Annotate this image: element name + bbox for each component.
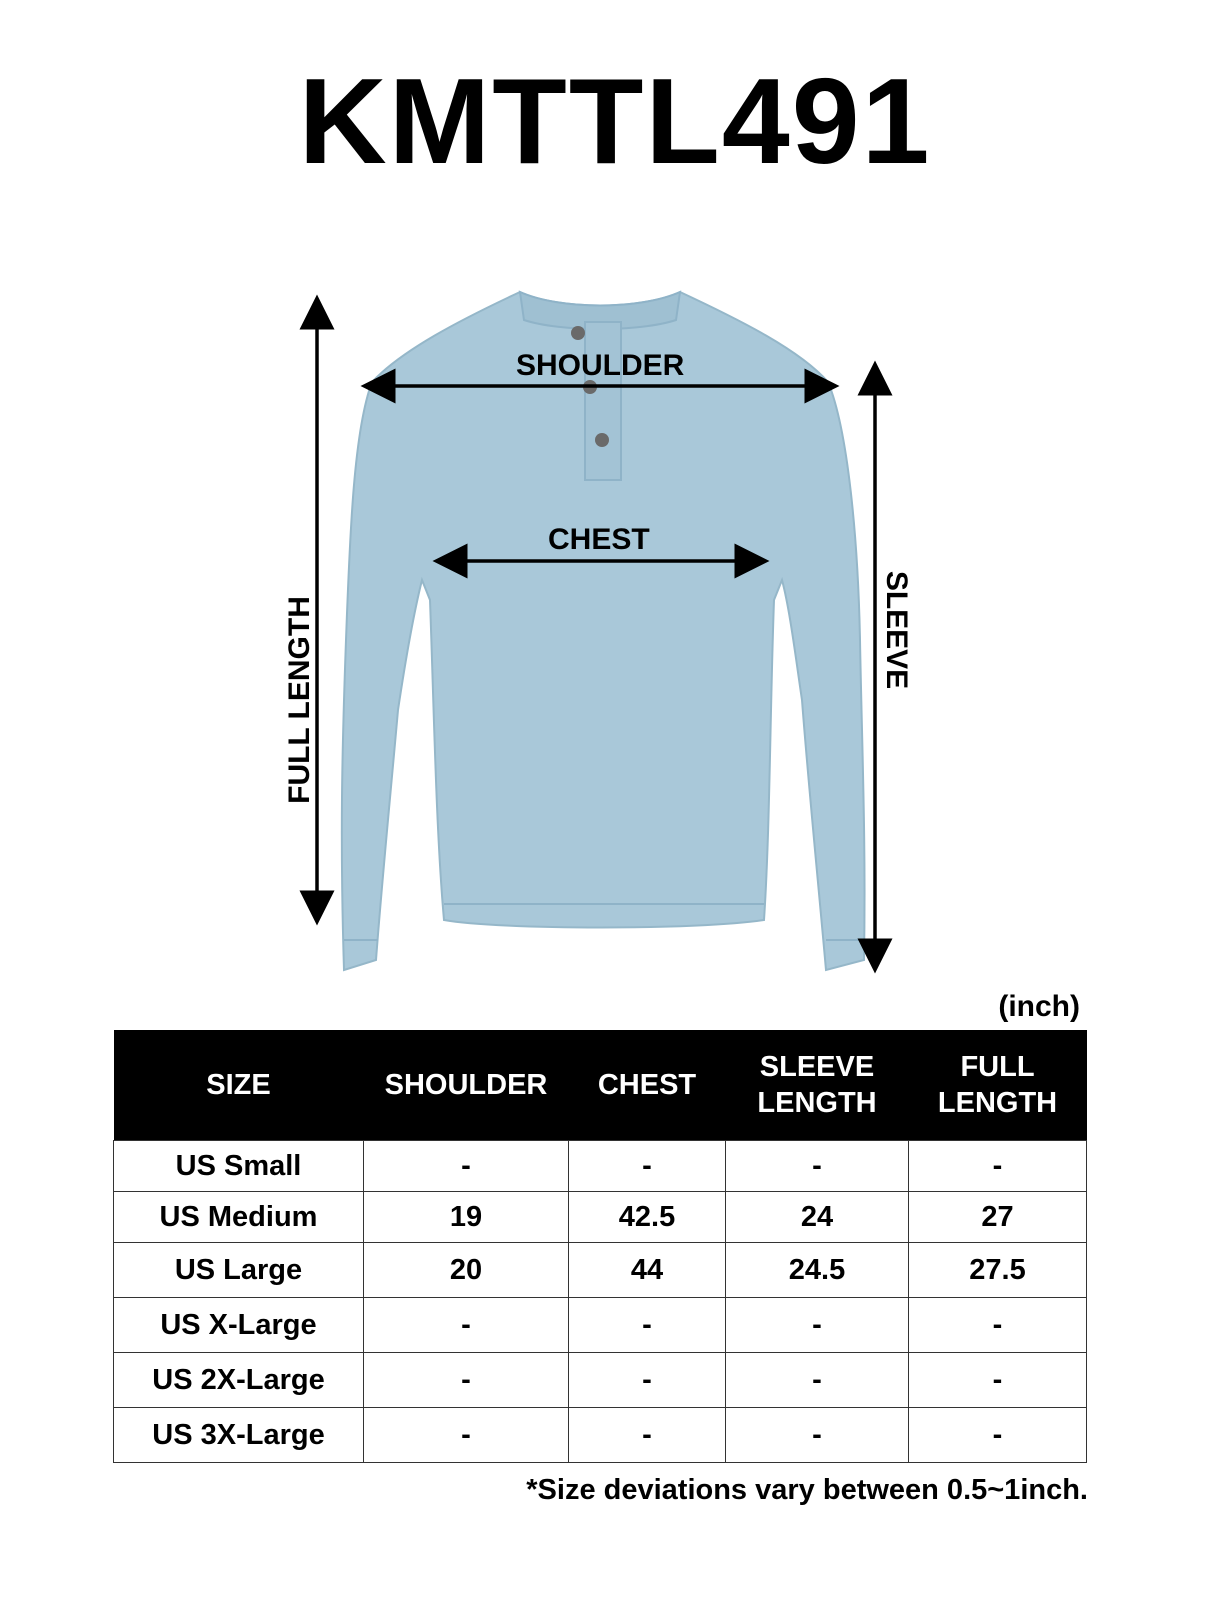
measurement-cell: 24: [726, 1192, 909, 1243]
size-cell: US Small: [114, 1141, 364, 1192]
measurement-cell: 19: [364, 1192, 569, 1243]
size-cell: US 2X-Large: [114, 1353, 364, 1408]
chest-label: CHEST: [548, 523, 650, 556]
measurement-cell: -: [364, 1298, 569, 1353]
measurement-cell: -: [909, 1408, 1087, 1463]
measurement-cell: -: [569, 1408, 726, 1463]
table-header-row: [114, 1030, 1087, 1141]
header-full-length: [909, 1030, 1087, 1141]
measurement-cell: 27.5: [909, 1243, 1087, 1298]
table-row: [114, 1408, 1087, 1463]
table-row: [114, 1243, 1087, 1298]
table-row: [114, 1141, 1087, 1192]
table-row: [114, 1192, 1087, 1243]
header-sleeve-length-text: SLEEVE LENGTH: [757, 1050, 877, 1119]
shirt-illustration: [0, 280, 1230, 1000]
size-cell: US Large: [114, 1243, 364, 1298]
garment-figure: [0, 280, 1230, 1000]
button-3: [595, 433, 609, 447]
size-cell: US Medium: [114, 1192, 364, 1243]
measurement-cell: -: [726, 1408, 909, 1463]
measurement-cell: 42.5: [569, 1192, 726, 1243]
measurement-cell: -: [569, 1353, 726, 1408]
size-cell: US 3X-Large: [114, 1408, 364, 1463]
size-deviation-note: *Size deviations vary between 0.5~1inch.: [526, 1474, 1088, 1506]
measurement-cell: -: [364, 1141, 569, 1192]
measurement-cell: -: [909, 1353, 1087, 1408]
unit-label: (inch): [998, 990, 1080, 1023]
size-chart-table: [113, 1030, 1087, 1463]
header-size: SIZE: [114, 1030, 364, 1141]
header-full-length-text: FULL LENGTH: [937, 1050, 1058, 1119]
measurement-cell: -: [364, 1353, 569, 1408]
measurement-cell: -: [726, 1353, 909, 1408]
header-chest: CHEST: [569, 1030, 726, 1141]
sleeve-label: SLEEVE: [880, 570, 913, 690]
measurement-cell: -: [726, 1298, 909, 1353]
measurement-cell: -: [569, 1298, 726, 1353]
measurement-cell: 20: [364, 1243, 569, 1298]
shirt-placket: [585, 322, 621, 480]
measurement-cell: -: [909, 1141, 1087, 1192]
measurement-cell: 24.5: [726, 1243, 909, 1298]
measurement-cell: -: [909, 1298, 1087, 1353]
measurement-cell: -: [726, 1141, 909, 1192]
header-sleeve-length: [726, 1030, 909, 1141]
measurement-cell: -: [569, 1141, 726, 1192]
product-code-title: KMTTL491: [298, 53, 932, 189]
size-cell: US X-Large: [114, 1298, 364, 1353]
full-length-label: FULL LENGTH: [283, 596, 316, 804]
shoulder-label: SHOULDER: [516, 349, 685, 382]
table-row: [114, 1353, 1087, 1408]
table-row: [114, 1298, 1087, 1353]
header-shoulder: SHOULDER: [364, 1030, 569, 1141]
measurement-cell: 44: [569, 1243, 726, 1298]
button-1: [571, 326, 585, 340]
measurement-cell: -: [364, 1408, 569, 1463]
measurement-cell: 27: [909, 1192, 1087, 1243]
